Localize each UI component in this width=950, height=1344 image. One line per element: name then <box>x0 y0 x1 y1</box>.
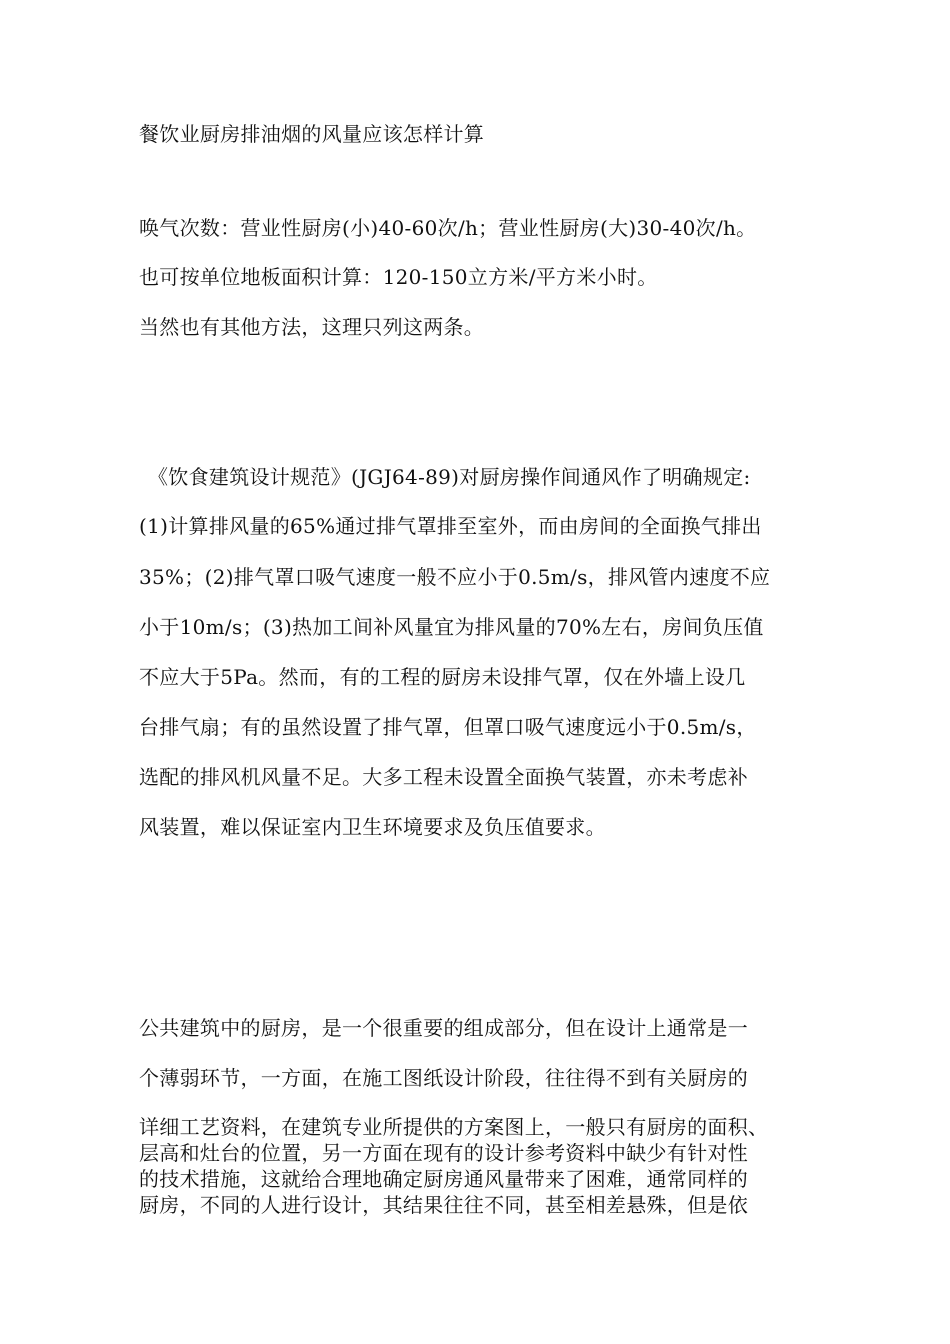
paragraph-line: 不应大于5Pa。然而，有的工程的厨房未设排气罩，仅在外墙上设几 <box>139 665 746 689</box>
paragraph-line: 也可按单位地板面积计算：120-150立方米/平方米小时。 <box>139 265 658 289</box>
paragraph-line: 层高和灶台的位置，另一方面在现有的设计参考资料中缺少有针对性 <box>139 1141 748 1165</box>
paragraph-line: 《饮食建筑设计规范》(JGJ64-89)对厨房操作间通风作了明确规定: <box>148 465 751 489</box>
paragraph-line: 详细工艺资料，在建筑专业所提供的方案图上，一般只有厨房的面积、 <box>139 1115 769 1139</box>
paragraph-line: 选配的排风机风量不足。大多工程未设置全面换气装置，亦未考虑补 <box>139 765 748 789</box>
paragraph-line: 小于10m/s；(3)热加工间补风量宜为排风量的70%左右，房间负压值 <box>139 615 764 639</box>
paragraph-line: 台排气扇；有的虽然设置了排气罩，但罩口吸气速度远小于0.5m/s， <box>139 715 757 739</box>
paragraph-line: 唤气次数：营业性厨房(小)40-60次/h；营业性厨房(大)30-40次/h。 <box>139 216 757 240</box>
paragraph-line: 当然也有其他方法，这理只列这两条。 <box>139 315 485 339</box>
paragraph-line: (1)计算排风量的65%通过排气罩排至室外，而由房间的全面换气排出 <box>139 514 762 538</box>
paragraph-line: 个薄弱环节，一方面，在施工图纸设计阶段，往往得不到有关厨房的 <box>139 1066 748 1090</box>
paragraph-line: 厨房，不同的人进行设计，其结果往往不同，甚至相差悬殊，但是依 <box>139 1193 748 1217</box>
paragraph-line: 风装置，难以保证室内卫生环境要求及负压值要求。 <box>139 815 606 839</box>
document-title: 餐饮业厨房排油烟的风量应该怎样计算 <box>139 122 485 146</box>
paragraph-line: 的技术措施，这就给合理地确定厨房通风量带来了困难，通常同样的 <box>139 1167 748 1191</box>
paragraph-line: 35%；(2)排气罩口吸气速度一般不应小于0.5m/s，排风管内速度不应 <box>139 565 771 589</box>
paragraph-line: 公共建筑中的厨房，是一个很重要的组成部分，但在设计上通常是一 <box>139 1016 748 1040</box>
